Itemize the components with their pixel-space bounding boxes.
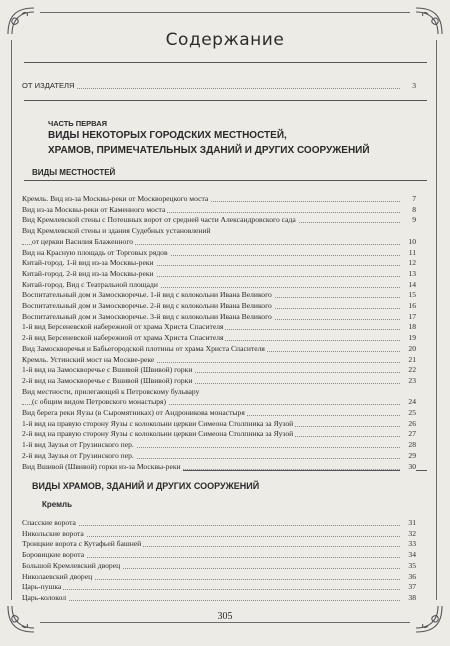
toc-entry-page: 8 bbox=[400, 204, 416, 216]
toc-entry-page: 16 bbox=[400, 300, 416, 312]
toc-entry-page: 22 bbox=[400, 364, 416, 376]
toc-entry-label: Кремль. Устинский мост на Москве-реке bbox=[22, 354, 155, 364]
part-label: ЧАСТЬ ПЕРВАЯ bbox=[48, 119, 108, 128]
part-heading-line2: ХРАМОВ, ПРИМЕЧАТЕЛЬНЫХ ЗДАНИЙ И ДРУГИХ СООРУЖЕНИЙ bbox=[48, 145, 370, 156]
toc-entry-label: 1-й вид на Замоскворечье с Вшивой (Швивой) горки bbox=[22, 365, 193, 375]
section-rule bbox=[24, 100, 427, 101]
toc-entry-page: 10 bbox=[400, 236, 416, 248]
frame-bottom-line bbox=[40, 622, 410, 623]
toc-entry-page: 13 bbox=[400, 268, 416, 280]
toc-entry-label: Царь-пушка bbox=[22, 582, 62, 592]
toc-entry-page: 23 bbox=[400, 375, 416, 387]
toc-entry-page: 14 bbox=[400, 279, 416, 291]
subsection-heading: ВИДЫ МЕСТНОСТЕЙ bbox=[32, 168, 116, 177]
toc-entry-label: Вид берега реки Яузы (в Сыромятниках) от Андроникова монастыря bbox=[22, 408, 245, 417]
toc-entry-label: Воспитательный дом и Замоскворечье. 3-й вид с колокольни Ивана Великого bbox=[22, 311, 272, 321]
toc-entry-label: ОТ ИЗДАТЕЛЯ bbox=[22, 81, 75, 90]
toc-entry-page: 38 bbox=[400, 592, 416, 604]
toc-entry-label: Никольские ворота bbox=[22, 528, 84, 538]
toc-entry-page: 24 bbox=[400, 396, 416, 408]
toc-entry-page: 32 bbox=[400, 528, 416, 540]
toc-entry bbox=[22, 592, 416, 604]
toc-entry-page: 21 bbox=[400, 354, 416, 366]
toc-entry-label: 1-й вид на правую сторону Яузы с колокольни церкви Симеона Столпника за Яузой bbox=[22, 418, 294, 428]
leader-dots bbox=[22, 88, 400, 89]
toc-entry-page: 31 bbox=[400, 517, 416, 529]
toc-entry-label: (с общим видом Петровского монастыря) bbox=[32, 397, 167, 407]
toc-entry-label: Воспитательный дом и Замоскворечье. 1-й вид с колокольни Ивана Великого bbox=[22, 290, 272, 300]
subsection-rule bbox=[24, 180, 427, 181]
toc-entry-page: 25 bbox=[400, 407, 416, 419]
frame-right-line bbox=[436, 40, 437, 600]
toc-entry-label: Китай-город. Вид с Театральной площади bbox=[22, 279, 158, 289]
toc-entry-page: 37 bbox=[400, 581, 416, 593]
toc-entry-page: 15 bbox=[400, 289, 416, 301]
toc-entry-page: 29 bbox=[400, 450, 416, 462]
section-two-subsection: Кремль bbox=[42, 500, 73, 509]
toc-entry-label: Большой Кремлевский дворец bbox=[22, 560, 121, 570]
toc-entry-page: 9 bbox=[400, 214, 416, 226]
toc-entry-page: 20 bbox=[400, 343, 416, 355]
toc-entry-page: 19 bbox=[400, 332, 416, 344]
toc-entry-page: 27 bbox=[400, 428, 416, 440]
toc-entry-label: Китай-город. 1-й вид из-за Москвы-реки bbox=[22, 258, 154, 268]
page-number: 305 bbox=[217, 611, 233, 622]
toc-entry-page: 11 bbox=[400, 247, 416, 259]
toc-entry-label: Спасские ворота bbox=[22, 518, 76, 527]
toc-entry-label: 1-й вид Заузья от Грузинского пер. bbox=[22, 440, 134, 450]
toc-entry-label: 1-й вид Берсеневской набережной от храма Христа Спасителя bbox=[22, 322, 224, 332]
toc-entry-page: 12 bbox=[400, 257, 416, 269]
toc-entry-page: 26 bbox=[400, 418, 416, 430]
toc-entry-page: 34 bbox=[400, 549, 416, 561]
toc-entry-label: Николаевский дворец bbox=[22, 571, 93, 581]
toc-entry-page: 7 bbox=[400, 193, 416, 205]
toc-entry-publisher bbox=[22, 80, 416, 92]
leader-dots bbox=[22, 600, 400, 601]
toc-entry-label: от церкви Василия Блаженного bbox=[32, 236, 134, 246]
toc-entry-page: 18 bbox=[400, 321, 416, 333]
section-two-heading: ВИДЫ ХРАМОВ, ЗДАНИЙ И ДРУГИХ СООРУЖЕНИЙ bbox=[32, 481, 260, 491]
leader-dots bbox=[22, 589, 400, 590]
title-rule bbox=[24, 62, 427, 63]
toc-entry-label: Кремль. Вид из-за Москвы-реки от Москворецкого моста bbox=[22, 194, 209, 203]
toc-entry-page: 35 bbox=[400, 560, 416, 572]
leader-dots bbox=[22, 525, 400, 526]
toc-entry-page: 28 bbox=[400, 439, 416, 451]
toc-entry-label: Вид Кремлевской стены и здания Судебных установлений bbox=[22, 226, 211, 236]
frame-top-line bbox=[40, 12, 410, 13]
toc-entry-page: 17 bbox=[400, 311, 416, 323]
toc-entry-label: Царь-колокол bbox=[22, 592, 67, 602]
toc-entry-page: 3 bbox=[400, 80, 416, 92]
toc-entry-label: Вид местности, прилегающей к Петровскому бульвару bbox=[22, 386, 200, 396]
toc-entry-label: Вид Замоскворечья и Бабьегородской плотины от храма Христа Спасителя bbox=[22, 343, 265, 353]
toc-entry-label: Боровицкие ворота bbox=[22, 550, 85, 560]
toc-entry-page: 33 bbox=[400, 538, 416, 550]
toc-entry-label: Вид Кремлевской стены с Потешных ворот от средней части Александровского сада bbox=[22, 215, 296, 225]
toc-entry-label: Вид из-за Москвы-реки от Каменного моста bbox=[22, 204, 166, 214]
page-title: Содержание bbox=[165, 30, 285, 50]
toc-entry-label: 2-й вид на Замоскворечье с Вшивой (Швивой) горки bbox=[22, 375, 193, 385]
toc-entry-label: Троицкие ворота с Кутафьей башней bbox=[22, 539, 142, 549]
toc-entry-page: 36 bbox=[400, 571, 416, 583]
toc-entry-label: Вид на Красную площадь от Торговых рядов bbox=[22, 247, 168, 257]
toc-entry-label: 2-й вид Берсеневской набережной от храма Христа Спасителя bbox=[22, 333, 224, 343]
toc-entry-label: Вид Вшивой (Швивой) горки из-за Москвы-реки bbox=[22, 461, 181, 471]
toc-entry-label: 2-й вид Заузья от Грузинского пер. bbox=[22, 450, 134, 460]
toc-entry-label: Воспитательный дом и Замоскворечье. 2-й вид с колокольни Ивана Великого bbox=[22, 301, 272, 310]
toc-entry-label: 2-й вид на правую сторону Яузы с колокольни церкви Симеона Столпника за Яузой bbox=[22, 429, 294, 439]
toc-entry-page: 30 bbox=[400, 461, 416, 473]
frame-left-line bbox=[11, 40, 12, 600]
toc-entry-label: Китай-город. 2-й вид из-за Москвы-реки bbox=[22, 268, 154, 278]
part-heading-line1: ВИДЫ НЕКОТОРЫХ ГОРОДСКИХ МЕСТНОСТЕЙ, bbox=[48, 130, 287, 141]
